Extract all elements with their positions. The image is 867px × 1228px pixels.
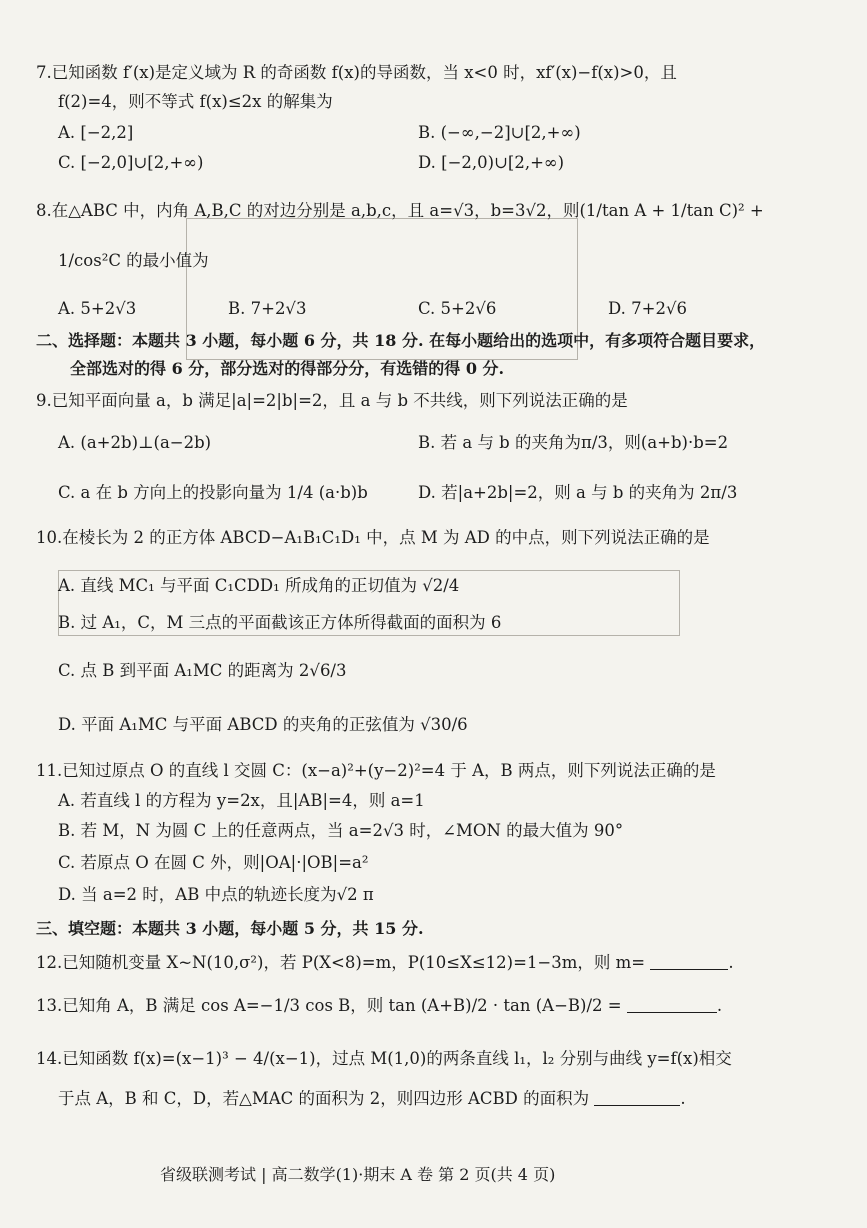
q9-option-c: C. a 在 b 方向上的投影向量为 1/4 (a·b)b bbox=[58, 483, 368, 502]
q8-option-c: C. 5+2√6 bbox=[418, 299, 497, 318]
q13-text: 13.已知角 A，B 满足 cos A=−1/3 cos B，则 tan (A+B)/2 · tan (A−B)/2 = bbox=[36, 996, 622, 1015]
q10-option-c: C. 点 B 到平面 A₁MC 的距离为 2√6/3 bbox=[58, 661, 347, 680]
q7-line2: f(2)=4，则不等式 f(x)≤2x 的解集为 bbox=[58, 92, 333, 111]
q11-option-b: B. 若 M，N 为圆 C 上的任意两点，当 a=2√3 时，∠MON 的最大值为 90° bbox=[58, 821, 624, 840]
q9-stem: 9.已知平面向量 a，b 满足|a|=2|b|=2，且 a 与 b 不共线，则下列说法正确的是 bbox=[36, 391, 628, 410]
q14-line1: 14.已知函数 f(x)=(x−1)³ − 4/(x−1)，过点 M(1,0)的两条直线 l₁，l₂ 分别与曲线 y=f(x)相交 bbox=[36, 1049, 732, 1068]
q12-answer-blank[interactable] bbox=[650, 953, 728, 970]
q11-option-a: A. 若直线 l 的方程为 y=2x，且|AB|=4，则 a=1 bbox=[58, 791, 425, 810]
q13-stem bbox=[36, 995, 722, 1017]
q13-period: . bbox=[716, 996, 723, 1015]
q11-option-d: D. 当 a=2 时，AB 中点的轨迹长度为√2 π bbox=[58, 885, 374, 904]
section-2-heading-cont: 全部选对的得 6 分，部分选对的得部分分，有选错的得 0 分. bbox=[70, 359, 505, 378]
q12-stem bbox=[36, 952, 734, 974]
q7-line1: 7.已知函数 f′(x)是定义域为 R 的奇函数 f(x)的导函数，当 x<0 时，xf′(x)−f(x)>0，且 bbox=[36, 63, 677, 82]
q9-option-b: B. 若 a 与 b 的夹角为π/3，则(a+b)·b=2 bbox=[418, 433, 729, 452]
q14-answer-blank[interactable] bbox=[594, 1089, 680, 1106]
q9-option-d: D. 若|a+2b|=2，则 a 与 b 的夹角为 2π/3 bbox=[418, 483, 738, 502]
q8-option-d: D. 7+2√6 bbox=[608, 299, 687, 318]
page-footer: 省级联测考试 | 高二数学(1)·期末 A 卷 第 2 页(共 4 页) bbox=[160, 1165, 556, 1184]
q14-text: 于点 A，B 和 C，D，若△MAC 的面积为 2，则四边形 ACBD 的面积为 bbox=[58, 1089, 590, 1108]
section-3-heading: 三、填空题：本题共 3 小题，每小题 5 分，共 15 分. bbox=[36, 919, 424, 938]
q14-line2 bbox=[58, 1088, 686, 1110]
q14-period: . bbox=[680, 1089, 686, 1108]
q7-option-c: C. [−2,0]∪[2,+∞) bbox=[58, 153, 204, 172]
q8-line2: 1/cos²C 的最小值为 bbox=[58, 251, 209, 270]
q10-option-b: B. 过 A₁，C，M 三点的平面截该正方体所得截面的面积为 6 bbox=[58, 613, 502, 632]
q11-option-c: C. 若原点 O 在圆 C 外，则|OA|·|OB|=a² bbox=[58, 853, 369, 872]
q12-text: 12.已知随机变量 X~N(10,σ²)，若 P(X<8)=m，P(10≤X≤12)=1−3m，则 m= bbox=[36, 953, 646, 972]
q10-option-a: A. 直线 MC₁ 与平面 C₁CDD₁ 所成角的正切值为 √2/4 bbox=[58, 576, 460, 595]
q8-option-b: B. 7+2√3 bbox=[228, 299, 307, 318]
q7-option-b: B. (−∞,−2]∪[2,+∞) bbox=[418, 123, 581, 142]
q9-option-a: A. (a+2b)⊥(a−2b) bbox=[58, 433, 212, 452]
q11-stem: 11.已知过原点 O 的直线 l 交圆 C：(x−a)²+(y−2)²=4 于 A，B 两点，则下列说法正确的是 bbox=[36, 761, 716, 780]
q10-stem: 10.在棱长为 2 的正方体 ABCD−A₁B₁C₁D₁ 中，点 M 为 AD 的中点，则下列说法正确的是 bbox=[36, 528, 710, 547]
q12-period: . bbox=[728, 953, 734, 972]
section-2-heading: 二、选择题：本题共 3 小题，每小题 6 分，共 18 分. 在每小题给出的选项中，有多项符合题目要求， bbox=[36, 331, 766, 350]
q7-option-d: D. [−2,0)∪[2,+∞) bbox=[418, 153, 565, 172]
q10-option-d: D. 平面 A₁MC 与平面 ABCD 的夹角的正弦值为 √30/6 bbox=[58, 715, 468, 734]
q8-line1: 8.在△ABC 中，内角 A,B,C 的对边分别是 a,b,c，且 a=√3，b=3√2，则(1/tan A + 1/tan C)² + bbox=[36, 201, 764, 220]
q7-option-a: A. [−2,2] bbox=[58, 123, 134, 142]
q13-answer-blank[interactable] bbox=[627, 996, 717, 1013]
q8-option-a: A. 5+2√3 bbox=[58, 299, 137, 318]
